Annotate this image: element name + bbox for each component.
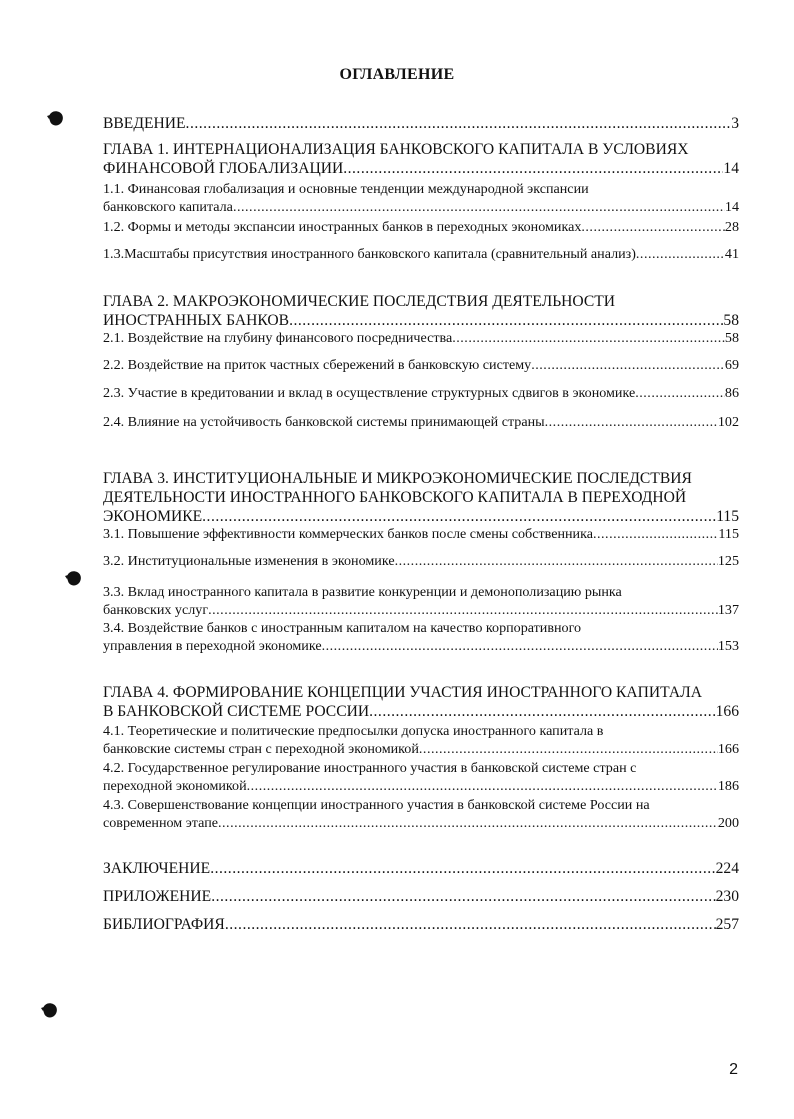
toc-entry-chapter-4[interactable]: ГЛАВА 4. ФОРМИРОВАНИЕ КОНЦЕПЦИИ УЧАСТИЯ ИНОСТРАННОГО КАПИТАЛА В БАНКОВСКОЙ СИСТЕМЕ РОССИИ ..... 166 bbox=[103, 683, 739, 721]
toc-entry-appendix[interactable]: ПРИЛОЖЕНИЕ ..... 230 bbox=[103, 887, 739, 906]
toc-entry-chapter-3[interactable]: ГЛАВА 3. ИНСТИТУЦИОНАЛЬНЫЕ И МИКРОЭКОНОМИЧЕСКИЕ ПОСЛЕДСТВИЯ ДЕЯТЕЛЬНОСТИ ИНОСТРАННОГО БАНКОВСКОГО КАПИТАЛА В ПЕРЕХОДНОЙ ЭКОНОМИКЕ ..... 115 bbox=[103, 469, 739, 526]
toc-entry-section-3-1[interactable]: 3.1. Повышение эффективности коммерческих банков после смены собственника ..... 115 bbox=[103, 525, 739, 543]
binding-hole-mark-middle bbox=[64, 569, 84, 587]
toc-entry-section-3-2[interactable]: 3.2. Институциональные изменения в экономике ..... 125 bbox=[103, 552, 739, 570]
toc-entry-section-2-2[interactable]: 2.2. Воздействие на приток частных сбережений в банковскую систему ..... 69 bbox=[103, 356, 739, 374]
toc-entry-section-2-1[interactable]: 2.1. Воздействие на глубину финансового посредничества ..... 58 bbox=[103, 329, 739, 347]
page-title: ОГЛАВЛЕНИЕ bbox=[339, 66, 455, 83]
toc-entry-section-2-3[interactable]: 2.3. Участие в кредитовании и вклад в осуществление структурных сдвигов в экономике ..... 86 bbox=[103, 384, 739, 402]
toc-entry-section-4-1[interactable]: 4.1. Теоретические и политические предпосылки допуска иностранного капитала в банковские системы стран с переходной экономикой ..... 166 bbox=[103, 722, 739, 758]
toc-entry-section-3-4[interactable]: 3.4. Воздействие банков с иностранным капиталом на качество корпоративного управления в переходной экономике ..... 153 bbox=[103, 619, 739, 655]
toc-entry-section-3-3[interactable]: 3.3. Вклад иностранного капитала в развитие конкуренции и демонополизацию рынка банковских услуг ..... 137 bbox=[103, 583, 739, 619]
toc-entry-section-4-3[interactable]: 4.3. Совершенствование концепции иностранного участия в банковской системе России на современном этапе ..... 200 bbox=[103, 796, 739, 832]
toc-entry-section-1-1[interactable]: 1.1. Финансовая глобализация и основные тенденции международной экспансии банковского капитала ..... 14 bbox=[103, 180, 739, 216]
toc-entry-conclusion[interactable]: ЗАКЛЮЧЕНИЕ ..... 224 bbox=[103, 859, 739, 878]
toc-entry-chapter-2[interactable]: ГЛАВА 2. МАКРОЭКОНОМИЧЕСКИЕ ПОСЛЕДСТВИЯ ДЕЯТЕЛЬНОСТИ ИНОСТРАННЫХ БАНКОВ ..... 58 bbox=[103, 292, 739, 330]
page-number: 2 bbox=[729, 1061, 738, 1078]
binding-hole-mark-bottom bbox=[40, 1001, 60, 1019]
toc-entry-section-4-2[interactable]: 4.2. Государственное регулирование иностранного участия в банковской системе стран с переходной экономикой ..... 186 bbox=[103, 759, 739, 795]
toc-entry-section-1-3[interactable]: 1.3.Масштабы присутствия иностранного банковского капитала (сравнительный анализ) ..... 41 bbox=[103, 245, 739, 263]
toc-entry-section-2-4[interactable]: 2.4. Влияние на устойчивость банковской системы принимающей страны ..... 102 bbox=[103, 413, 739, 431]
toc-entry-introduction[interactable]: ВВЕДЕНИЕ ..... 3 bbox=[103, 114, 739, 133]
toc-entry-section-1-2[interactable]: 1.2. Формы и методы экспансии иностранных банков в переходных экономиках ..... 28 bbox=[103, 218, 739, 236]
binding-hole-mark-top bbox=[46, 109, 66, 127]
toc-entry-bibliography[interactable]: БИБЛИОГРАФИЯ ..... 257 bbox=[103, 915, 739, 934]
toc-entry-chapter-1[interactable]: ГЛАВА 1. ИНТЕРНАЦИОНАЛИЗАЦИЯ БАНКОВСКОГО КАПИТАЛА В УСЛОВИЯХ ФИНАНСОВОЙ ГЛОБАЛИЗАЦИИ ..... 14 bbox=[103, 140, 739, 178]
